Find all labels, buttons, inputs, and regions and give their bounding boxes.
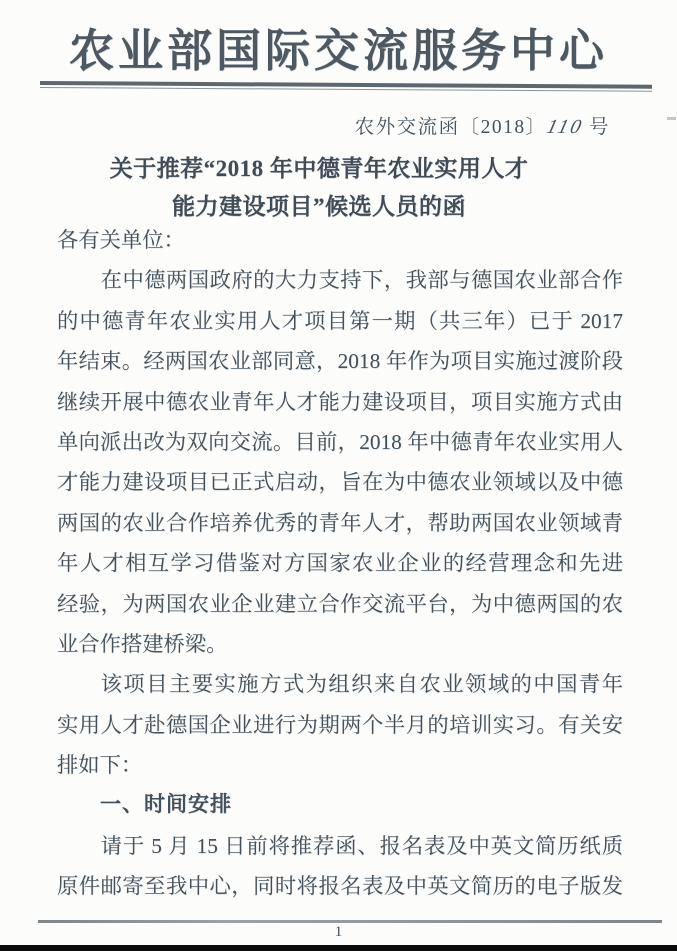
footer-divider xyxy=(38,920,662,923)
body-line: 排如下： xyxy=(57,753,143,778)
letter-title xyxy=(0,150,638,226)
body-line: 原件邮寄至我中心，同时将报名表及中英文简历的电子版发 xyxy=(57,874,623,899)
body-line: 经验，为两国农业企业建立合作交流平台，为中德两国的农 xyxy=(57,591,623,616)
salutation-line: 各有关单位： xyxy=(57,228,185,252)
doc-number-suffix: 号 xyxy=(588,117,610,138)
scan-artifact-speck xyxy=(667,117,676,120)
letterhead-title: 农业部国际交流服务中心 xyxy=(68,26,608,76)
letter-title-line-2: 能力建设项目”候选人员的函 xyxy=(172,194,466,219)
body-line: 两国的农业合作培养优秀的青年人才，帮助两国农业领域青 xyxy=(57,510,623,535)
letterhead-divider xyxy=(40,81,652,92)
letter-title-line-1: 关于推荐“2018 年中德青年农业实用人才 xyxy=(109,156,529,181)
body-line: 业合作搭建桥梁。 xyxy=(57,631,228,656)
body-line: 才能力建设项目已正式启动，旨在为中德农业领域以及中德 xyxy=(57,470,623,495)
doc-number-handwritten-serial: 110 xyxy=(543,116,586,138)
body-line: 实用人才赴德国企业进行为期两个半月的培训实习。有关安 xyxy=(57,712,623,737)
body-line: 该项目主要实施方式为组织来自农业领域的中国青年 xyxy=(100,672,623,697)
document-reference-number xyxy=(355,111,610,139)
body-line: 的中德青年农业实用人才项目第一期（共三年）已于 2017 xyxy=(57,308,623,333)
body-line: 年人才相互学习借鉴对方国家农业企业的经营理念和先进 xyxy=(57,551,623,576)
body-line: 单向派出改为双向交流。目前，2018 年中德青年农业实用人 xyxy=(57,429,623,454)
scan-edge-black-strip xyxy=(0,945,677,951)
body-line: 继续开展中德农业青年人才能力建设项目，项目实施方式由 xyxy=(57,389,623,414)
section-heading-time-arrangement: 一、时间安排 xyxy=(100,793,233,817)
body-line: 请于 5 月 15 日前将推荐函、报名表及中英文简历纸质 xyxy=(100,833,623,858)
letter-body xyxy=(57,220,623,907)
doc-number-prefix: 农外交流函〔2018〕 xyxy=(354,117,547,138)
body-line: 在中德两国政府的大力支持下，我部与德国农业部合作 xyxy=(100,268,623,293)
body-line: 年结束。经两国农业部同意，2018 年作为项目实施过渡阶段 xyxy=(57,349,623,374)
page-number: 1 xyxy=(334,924,343,940)
